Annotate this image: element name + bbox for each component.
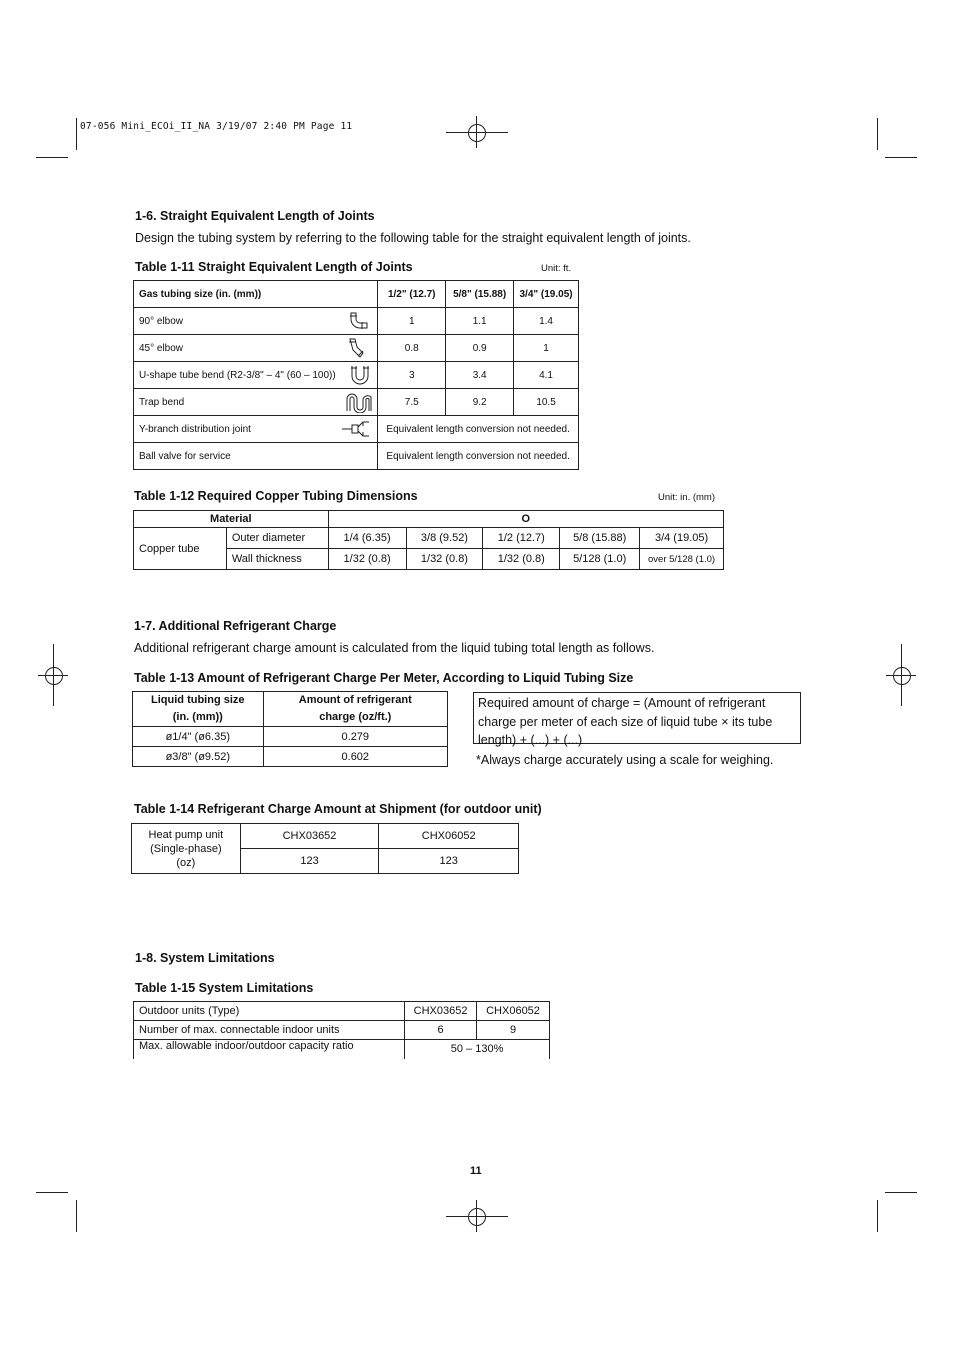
row-label: Trap bend [139, 396, 185, 408]
label-line: (Single-phase) [150, 842, 222, 855]
column-header [263, 692, 447, 727]
row-label: Ball valve for service [134, 443, 378, 470]
90-degree-elbow-icon [349, 311, 369, 331]
45-degree-elbow-icon [347, 337, 367, 359]
table-cell: 50 – 130% [405, 1040, 550, 1059]
row-label: Wall thickness [226, 549, 328, 570]
table-cell: 1/32 (0.8) [328, 549, 406, 570]
column-header [133, 692, 264, 727]
table-cell: over 5/128 (1.0) [640, 549, 724, 570]
column-header: 1/2" (12.7) [378, 281, 446, 308]
table-row [132, 824, 519, 849]
table-1-14 [131, 823, 519, 874]
label-line: Heat pump unit [148, 828, 224, 841]
table-cell: 4.1 [514, 362, 579, 389]
row-label: 45° elbow [139, 342, 184, 354]
table-row [134, 528, 724, 549]
column-header: CHX06052 [477, 1002, 550, 1021]
section-body-1-6: Design the tubing system by referring to the following table for the straight equivalent length of joints. [135, 231, 691, 245]
table-cell: 1/4 (6.35) [328, 528, 406, 549]
table-cell: 0.279 [263, 727, 447, 747]
table-cell: 123 [379, 849, 519, 874]
table-cell: Equivalent length conversion not needed. [378, 416, 579, 443]
row-label: U-shape tube bend (R2-3/8" – 4" (60 – 100)) [139, 369, 336, 381]
trap-bend-icon [345, 391, 373, 413]
column-header: Material [134, 511, 329, 528]
header-line: Amount of refrigerant [298, 694, 412, 706]
header-line: (in. (mm)) [172, 711, 223, 723]
section-body-1-7: Additional refrigerant charge amount is calculated from the liquid tubing total length as follows. [134, 641, 655, 655]
table-header-row [134, 511, 724, 528]
table-1-13-caption: Table 1-13 Amount of Refrigerant Charge Per Meter, According to Liquid Tubing Size [134, 671, 634, 685]
table-cell: 1 [514, 335, 579, 362]
table-cell: 6 [405, 1021, 477, 1040]
table-row [134, 1002, 550, 1021]
table-1-15-caption: Table 1-15 System Limitations [135, 981, 314, 995]
table-cell: 123 [240, 849, 379, 874]
table-cell: 3.4 [446, 362, 514, 389]
table-cell: 5/128 (1.0) [560, 549, 640, 570]
header-line: Liquid tubing size [151, 694, 245, 706]
column-header: 5/8" (15.88) [446, 281, 514, 308]
row-label: Copper tube [134, 528, 227, 570]
table-cell: 1/32 (0.8) [483, 549, 560, 570]
table-1-11-caption: Table 1-11 Straight Equivalent Length of Joints [135, 260, 413, 274]
table-row [134, 416, 579, 443]
table-cell: 1 [378, 308, 446, 335]
print-slug: 07-056 Mini_ECOi_II_NA 3/19/07 2:40 PM Page 11 [80, 121, 353, 132]
table-row [134, 1021, 550, 1040]
table-row [134, 308, 579, 335]
row-label: Outer diameter [226, 528, 328, 549]
row-label: Number of max. connectable indoor units [134, 1021, 405, 1040]
column-header: O [328, 511, 723, 528]
table-header-row [134, 281, 579, 308]
table-cell: 1/2 (12.7) [483, 528, 560, 549]
table-header-row [133, 692, 448, 727]
table-cell: Equivalent length conversion not needed. [378, 443, 579, 470]
table-1-12-caption: Table 1-12 Required Copper Tubing Dimensions [134, 489, 418, 503]
label-line: (oz) [176, 856, 196, 869]
table-row [133, 747, 448, 767]
column-header: 3/4" (19.05) [514, 281, 579, 308]
table-cell: 3/8 (9.52) [406, 528, 483, 549]
header-line: charge (oz/ft.) [319, 711, 392, 723]
table-cell: 5/8 (15.88) [560, 528, 640, 549]
table-row [134, 1040, 550, 1059]
table-cell: 1/32 (0.8) [406, 549, 483, 570]
column-header: CHX03652 [405, 1002, 477, 1021]
table-1-13 [132, 691, 448, 767]
y-branch-icon [341, 419, 371, 439]
table-1-12-unit: Unit: in. (mm) [658, 492, 715, 503]
table-1-11 [133, 280, 579, 470]
table-cell: ø1/4" (ø6.35) [133, 727, 264, 747]
table-row [134, 335, 579, 362]
table-1-12 [133, 510, 724, 570]
charge-note: *Always charge accurately using a scale for weighing. [476, 753, 774, 767]
table-row [133, 727, 448, 747]
column-header: CHX06052 [379, 824, 519, 849]
page-number: 11 [470, 1165, 482, 1177]
row-label: Y-branch distribution joint [139, 423, 251, 435]
section-heading-1-8: 1-8. System Limitations [135, 951, 275, 965]
table-cell: 0.9 [446, 335, 514, 362]
column-header: Gas tubing size (in. (mm)) [134, 281, 378, 308]
table-cell: 3/4 (19.05) [640, 528, 724, 549]
u-bend-icon [349, 364, 371, 386]
table-cell: 3 [378, 362, 446, 389]
table-1-14-caption: Table 1-14 Refrigerant Charge Amount at Shipment (for outdoor unit) [134, 802, 542, 816]
table-cell: 1.1 [446, 308, 514, 335]
section-heading-1-7: 1-7. Additional Refrigerant Charge [134, 619, 337, 633]
row-label [132, 824, 241, 874]
table-cell: 10.5 [514, 389, 579, 416]
table-cell: 1.4 [514, 308, 579, 335]
table-cell: 0.602 [263, 747, 447, 767]
table-cell: 9 [477, 1021, 550, 1040]
column-header: CHX03652 [240, 824, 379, 849]
table-cell: 7.5 [378, 389, 446, 416]
table-cell: 0.8 [378, 335, 446, 362]
table-row [134, 443, 579, 470]
charge-formula-box: Required amount of charge = (Amount of refrigerant charge per meter of each size of liquid tube × its tube length) + (...) + (...) [473, 692, 801, 744]
section-heading-1-6: 1-6. Straight Equivalent Length of Joints [135, 209, 375, 223]
table-1-15 [133, 1001, 550, 1059]
table-row [134, 362, 579, 389]
table-cell: 9.2 [446, 389, 514, 416]
table-row [134, 389, 579, 416]
table-1-11-unit: Unit: ft. [541, 263, 572, 274]
row-label: Outdoor units (Type) [134, 1002, 405, 1021]
row-label: Max. allowable indoor/outdoor capacity ratio [134, 1040, 405, 1059]
table-cell: ø3/8" (ø9.52) [133, 747, 264, 767]
row-label: 90° elbow [139, 315, 184, 327]
